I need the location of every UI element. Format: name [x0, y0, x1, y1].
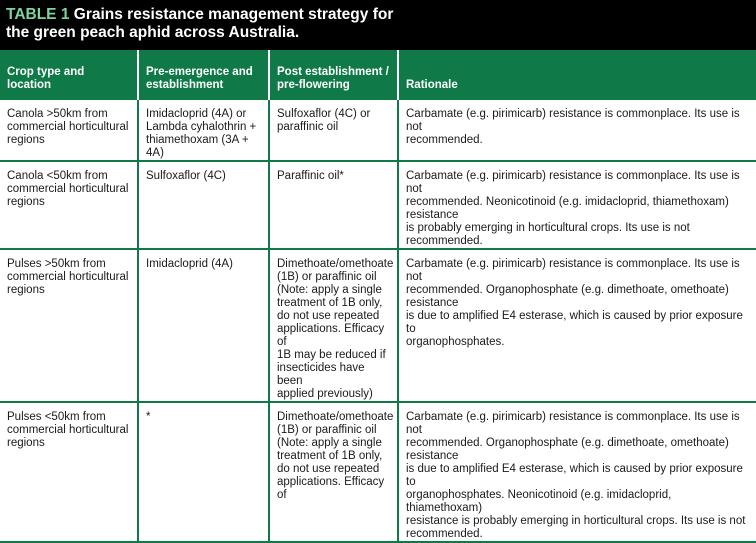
cell-pre-emergence: *: [138, 402, 269, 542]
cell-post-establishment: Dimethoate/omethoate (1B) or paraffinic oil (Note: apply a single treatment of 1B only, do not use repeated applications. Efficacy of 1B may be reduced if insecticides have been applied previously): [269, 249, 398, 402]
column-header-rationale: Rationale: [398, 50, 756, 100]
header-row: [0, 50, 756, 100]
column-header-crop: Crop type and location: [0, 50, 138, 100]
title-line-2: the green peach aphid across Australia.: [6, 24, 300, 41]
cell-crop: Canola <50km from commercial horticultural regions: [0, 161, 138, 249]
column-header-post-establishment: Post establishment / pre-flowering: [269, 50, 398, 100]
cell-pre-emergence: Imidacloprid (4A) or Lambda cyhalothrin + thiamethoxam (3A + 4A): [138, 100, 269, 161]
table-row: [0, 161, 756, 249]
cell-post-establishment: Paraffinic oil*: [269, 161, 398, 249]
cell-post-establishment: Dimethoate/omethoate (1B) or paraffinic oil (Note: apply a single treatment of 1B only, do not use repeated applications. Efficacy of: [269, 402, 398, 542]
table-row: [0, 249, 756, 402]
title-text-1: Grains resistance management strategy for: [73, 6, 394, 23]
cell-pre-emergence: Imidacloprid (4A): [138, 249, 269, 402]
cell-rationale: Carbamate (e.g. pirimicarb) resistance is commonplace. Its use is not recommended. Neonicotinoid (e.g. imidacloprid, thiamethoxam) resistance is probably emerging in horticultural crops. Its use is not recommended.: [398, 161, 756, 249]
strategy-table: [0, 50, 756, 543]
cell-rationale: Carbamate (e.g. pirimicarb) resistance is commonplace. Its use is not recommended.: [398, 100, 756, 161]
table-row: [0, 402, 756, 542]
cell-crop: Pulses >50km from commercial horticultural regions: [0, 249, 138, 402]
title-line-1: [6, 6, 756, 24]
cell-rationale: Carbamate (e.g. pirimicarb) resistance is commonplace. Its use is not recommended. Organophosphate (e.g. dimethoate, omethoate) resistance is due to amplified E4 esterase, which is caused by prior exposure to organophosphates.: [398, 249, 756, 402]
table-title: [0, 0, 756, 50]
table-row: [0, 100, 756, 161]
cell-post-establishment: Sulfoxaflor (4C) or paraffinic oil: [269, 100, 398, 161]
table-number: TABLE 1: [6, 6, 70, 23]
cell-pre-emergence: Sulfoxaflor (4C): [138, 161, 269, 249]
column-header-pre-emergence: Pre-emergence and establishment: [138, 50, 269, 100]
cell-crop: Pulses <50km from commercial horticultural regions: [0, 402, 138, 542]
cell-rationale: Carbamate (e.g. pirimicarb) resistance is commonplace. Its use is not recommended. Organophosphate (e.g. dimethoate, omethoate) resistance is due to amplified E4 esterase, which is caused by prior exposure to organophosphates. Neonicotinoid (e.g. imidacloprid, thiamethoxam) resistance is probably emerging in horticultural crops. Its use is not recommended.: [398, 402, 756, 542]
cell-crop: Canola >50km from commercial horticultural regions: [0, 100, 138, 161]
